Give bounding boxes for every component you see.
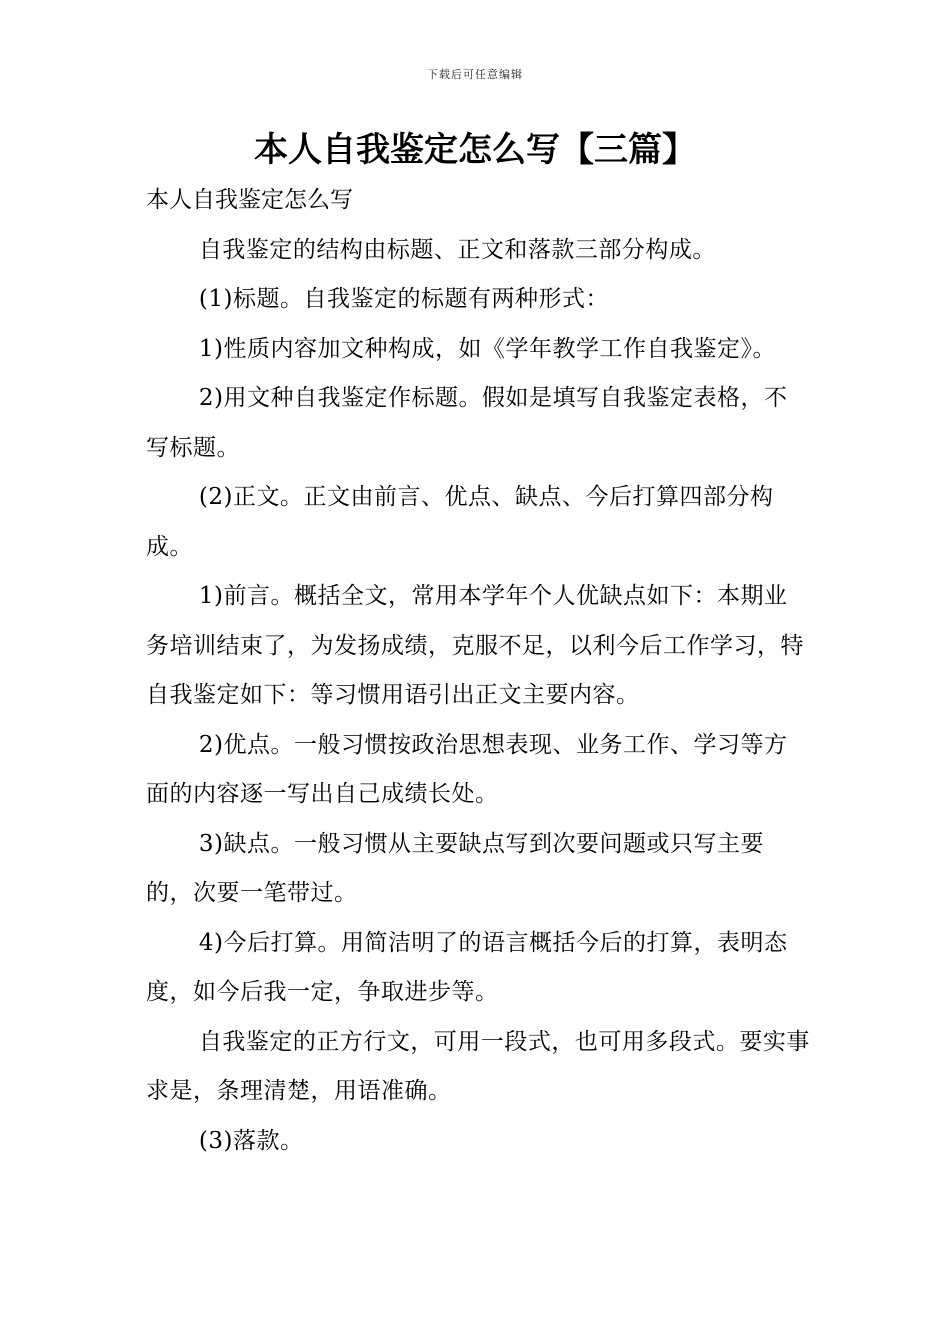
header-note: 下载后可任意编辑 — [427, 68, 523, 81]
document-body — [146, 176, 810, 1166]
paragraph: (3)落款。 — [198, 1127, 304, 1154]
paragraph: 4)今后打算。用简洁明了的语言概括今后的打算，表明态度，如今后我一定，争取进步等。 — [146, 929, 788, 1005]
paragraph: 2)优点。一般习惯按政治思想表现、业务工作、学习等方面的内容逐一写出自己成绩长处。 — [146, 731, 788, 807]
paragraph: 1)性质内容加文种构成，如《学年教学工作自我鉴定》。 — [198, 335, 776, 362]
paragraph: 1)前言。概括全文，常用本学年个人优缺点如下：本期业务培训结束了，为发扬成绩，克服不足，以利今后工作学习，特自我鉴定如下：等习惯用语引出正文主要内容。 — [146, 583, 804, 708]
paragraph: 2)用文种自我鉴定作标题。假如是填写自我鉴定表格，不写标题。 — [146, 385, 788, 461]
paragraph: 自我鉴定的正方行文，可用一段式，也可用多段式。要实事求是，条理清楚，用语准确。 — [146, 1028, 810, 1104]
paragraph: 3)缺点。一般习惯从主要缺点写到次要问题或只写主要的，次要一笔带过。 — [146, 830, 764, 906]
paragraph: (1)标题。自我鉴定的标题有两种形式： — [198, 286, 609, 312]
paragraph: 自我鉴定的结构由标题、正文和落款三部分构成。 — [198, 236, 716, 263]
document-subtitle: 本人自我鉴定怎么写 — [146, 187, 353, 213]
document-title: 本人自我鉴定怎么写【三篇】 — [254, 130, 696, 170]
paragraph: (2)正文。正文由前言、优点、缺点、今后打算四部分构成。 — [146, 484, 774, 560]
